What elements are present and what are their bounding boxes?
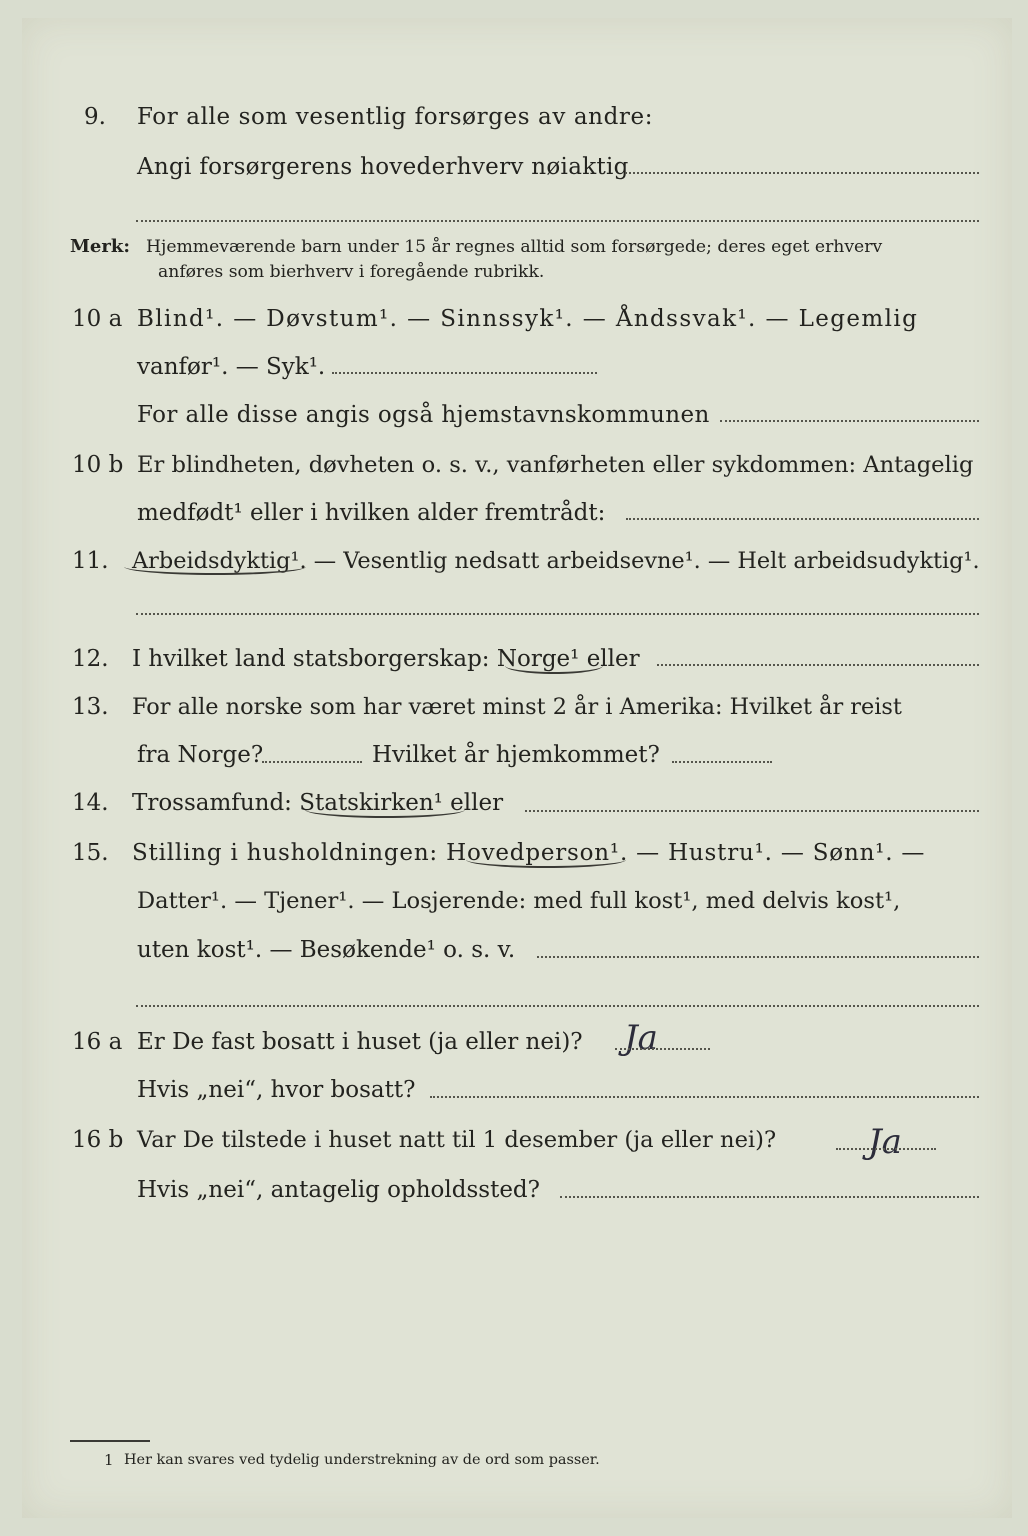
q16b-line1: Var De tilstede i huset natt til 1 desember (ja eller nei)?	[137, 1127, 777, 1153]
q15-line3: uten kost¹. — Besøkende¹ o. s. v.	[137, 937, 516, 963]
q9-answer-line-2	[136, 220, 979, 222]
footnote-rule	[70, 1440, 150, 1442]
q15-number: 15.	[72, 840, 109, 866]
q16b-number: 16 b	[72, 1127, 124, 1153]
q14-line1: Trossamfund: Statskirken¹ eller	[132, 790, 504, 816]
merk-line1: Hjemmeværende barn under 15 år regnes alltid som forsørgede; deres eget erhverv	[146, 237, 883, 257]
q13-right-answer-line	[672, 761, 772, 763]
q10b-line2: medfødt¹ eller i hvilken alder fremtrådt:	[137, 500, 606, 526]
q10a-municipality-line	[720, 420, 979, 422]
q16a-handwritten-answer: Ja	[624, 1018, 658, 1058]
q9-line2: Angi forsørgerens hovederhverv nøiaktig	[137, 154, 629, 180]
q10b-answer-line	[626, 518, 979, 520]
footnote-text: Her kan svares ved tydelig understrekning av de ord som passer.	[124, 1452, 600, 1468]
q15-answer-line	[537, 956, 979, 958]
q16a-line2: Hvis „nei“, hvor bosatt?	[137, 1077, 416, 1103]
q12-line1: I hvilket land statsborgerskap: Norge¹ eller	[132, 646, 640, 672]
q10a-line2: vanfør¹. — Syk¹.	[137, 354, 326, 380]
q13-line2b: Hvilket år hjemkommet?	[372, 742, 660, 768]
merk-label: Merk:	[70, 236, 130, 257]
q16b-handwritten-answer: Ja	[868, 1122, 902, 1162]
q16a-residence-line	[430, 1096, 979, 1098]
q16b-whereabouts-line	[560, 1196, 979, 1198]
q10a-line1: Blind¹. — Døvstum¹. — Sinnssyk¹. — Åndssvak¹. — Legemlig	[137, 306, 919, 332]
q13-number: 13.	[72, 694, 109, 720]
q12-number: 12.	[72, 646, 109, 672]
q16a-answer-line	[615, 1048, 710, 1050]
q10b-number: 10 b	[72, 452, 124, 478]
merk-line2: anføres som bierhverv i foregående rubrikk.	[158, 262, 545, 282]
q14-answer-line	[525, 810, 979, 812]
q15-line2: Datter¹. — Tjener¹. — Losjerende: med full kost¹, med delvis kost¹,	[137, 888, 901, 914]
q13-line2a: fra Norge?	[137, 742, 264, 768]
q16b-answer-line	[836, 1148, 936, 1150]
q13-line1: For alle norske som har været minst 2 år i Amerika: Hvilket år reist	[132, 694, 902, 720]
q9-number: 9.	[84, 104, 106, 130]
q14-number: 14.	[72, 790, 109, 816]
q9-answer-line	[625, 172, 979, 174]
q15-line1: Stilling i husholdningen: Hovedperson¹. — Hustru¹. — Sønn¹. —	[132, 840, 926, 866]
q9-line1: For alle som vesentlig forsørges av andre:	[137, 104, 654, 130]
q10a-line3: For alle disse angis også hjemstavnskommunen	[137, 402, 710, 428]
q16a-number: 16 a	[72, 1029, 123, 1055]
footnote-mark: 1	[104, 1451, 114, 1469]
q10a-answer-line	[332, 372, 597, 374]
q11-answer-line	[136, 613, 979, 615]
q10b-line1: Er blindheten, døvheten o. s. v., vanførheten eller sykdommen: Antagelig	[137, 452, 974, 478]
q13-left-answer-line	[262, 761, 362, 763]
q11-line1: Arbeidsdyktig¹. — Vesentlig nedsatt arbeidsevne¹. — Helt arbeidsudyktig¹.	[132, 548, 980, 574]
q16b-line2: Hvis „nei“, antagelig opholdssted?	[137, 1177, 540, 1203]
q10a-number: 10 a	[72, 306, 123, 332]
q16a-line1: Er De fast bosatt i huset (ja eller nei)?	[137, 1029, 583, 1055]
q15-answer-line-2	[136, 1005, 979, 1007]
q11-number: 11.	[72, 548, 109, 574]
q12-answer-line	[657, 664, 979, 666]
